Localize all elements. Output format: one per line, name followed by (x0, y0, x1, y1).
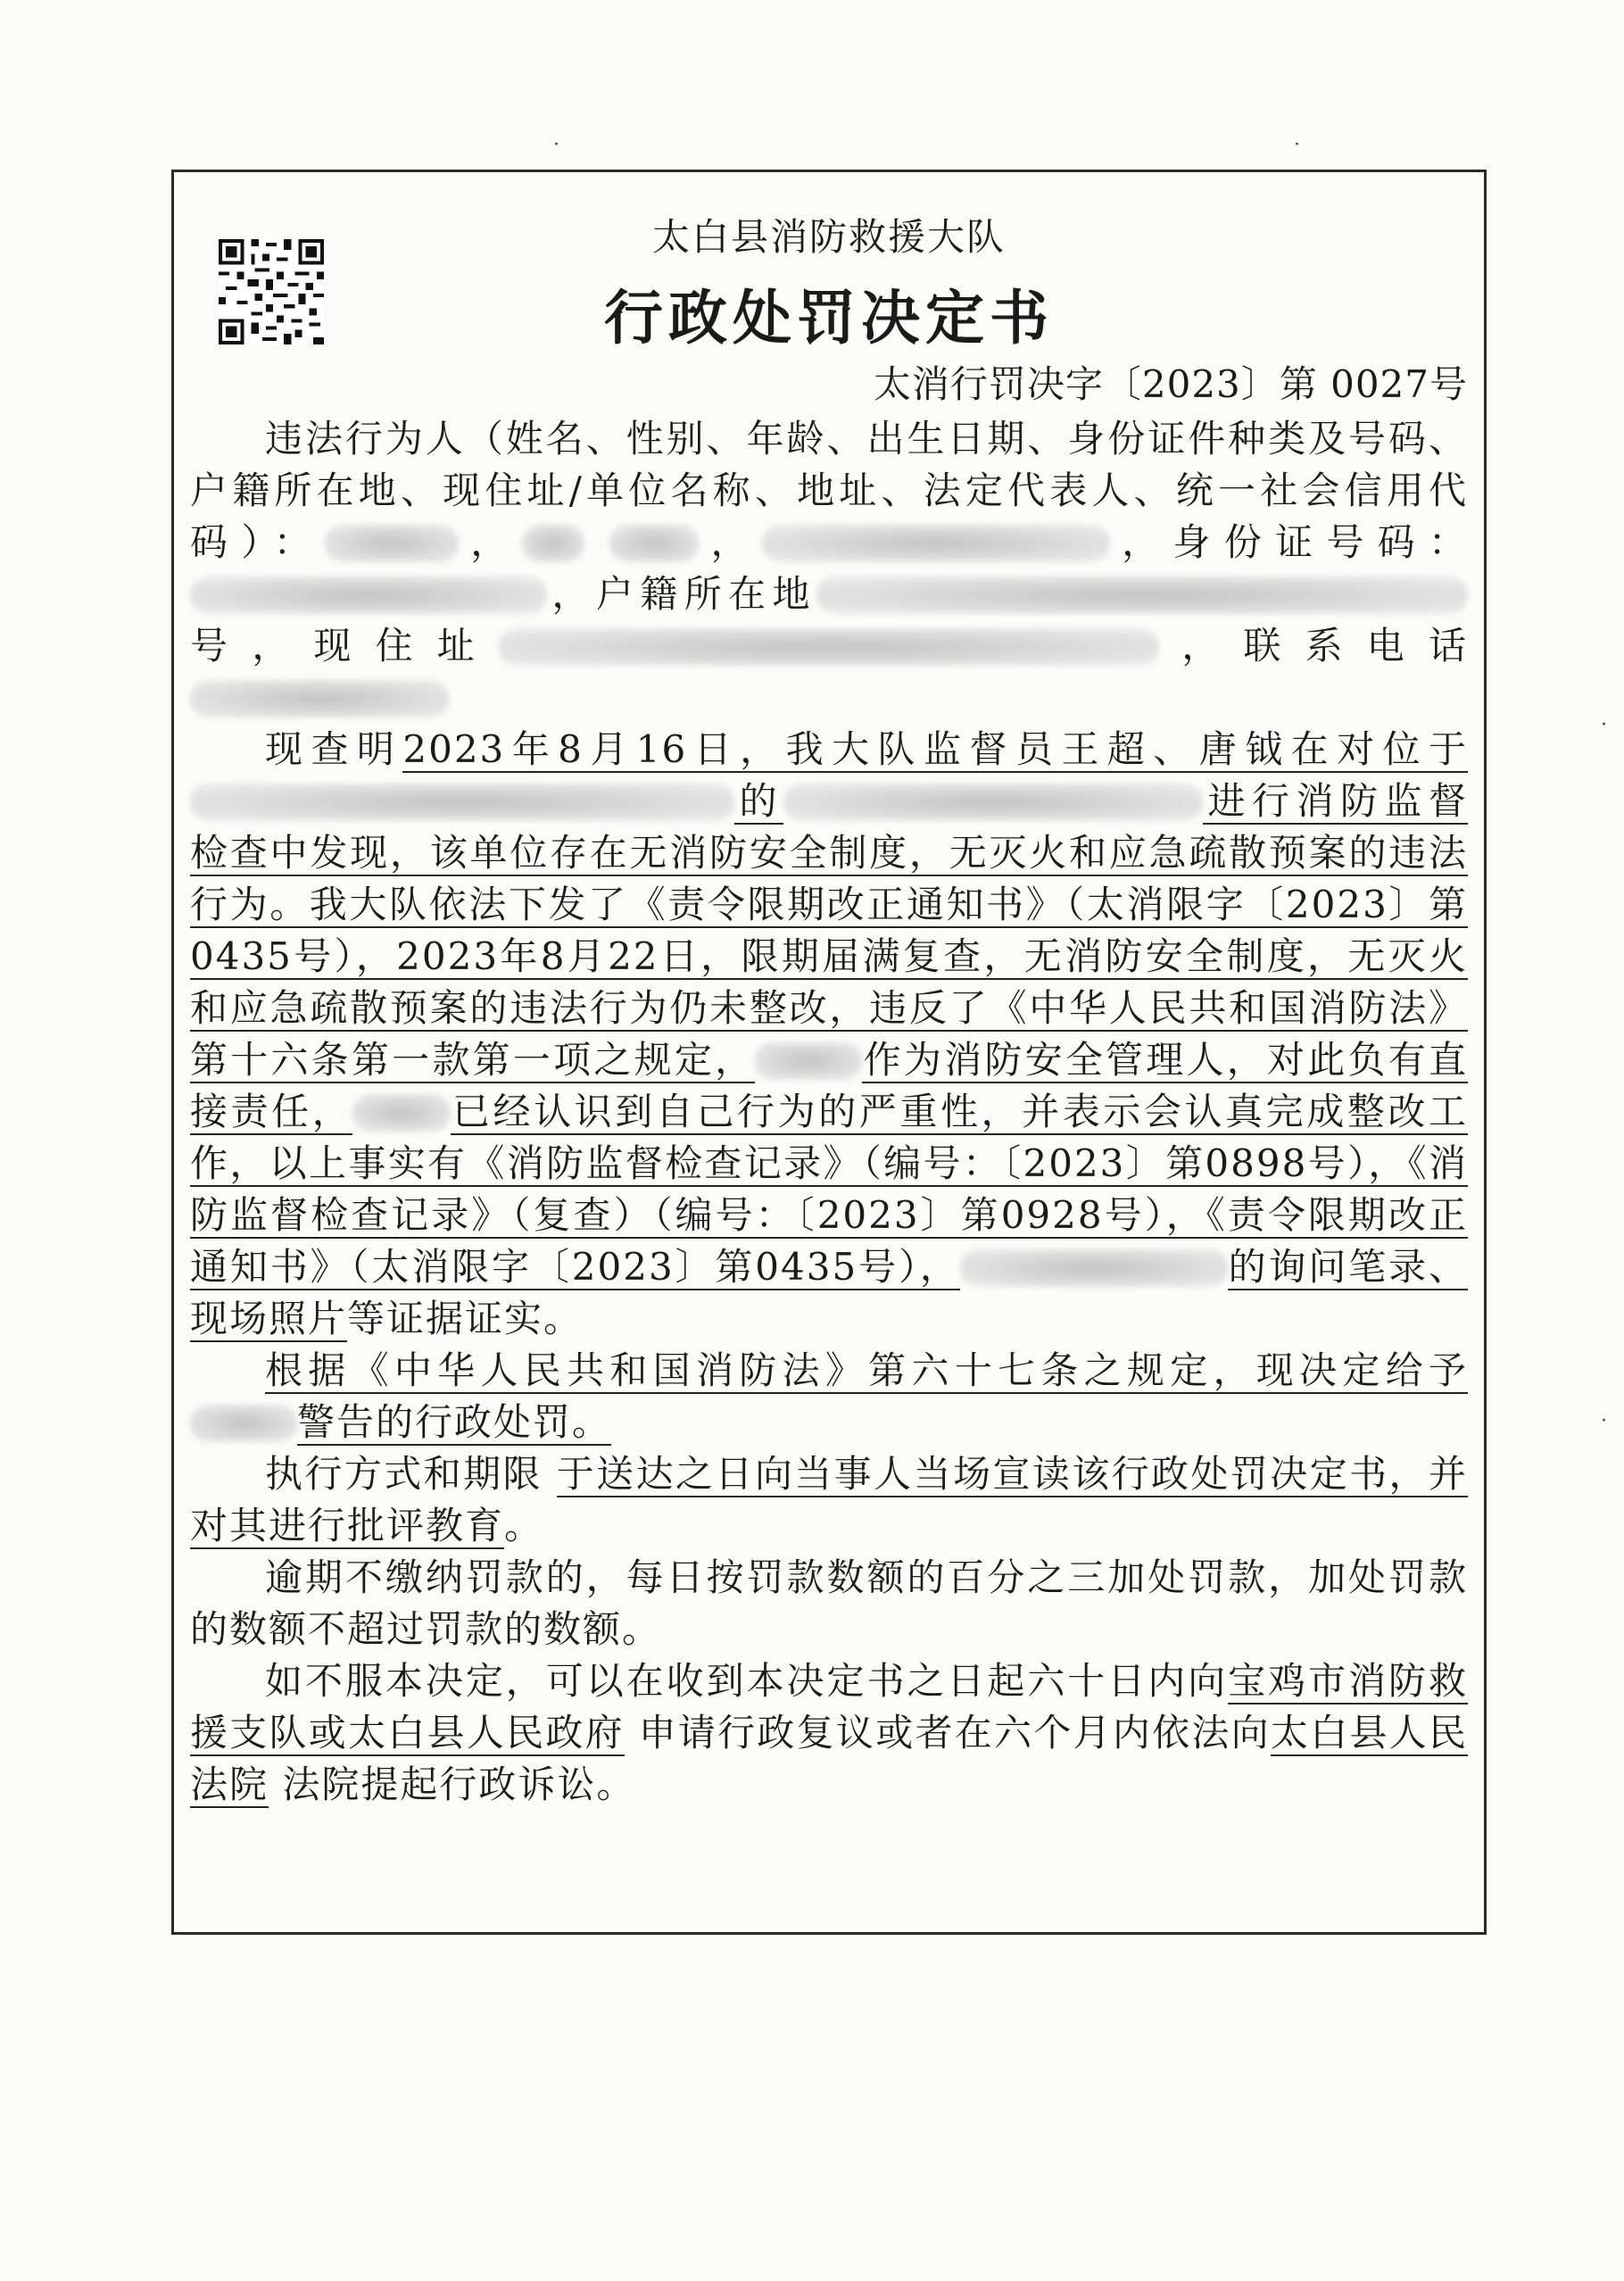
facts-lead: 现查明 (265, 727, 403, 771)
decision-text: 警告的行政处罚。 (297, 1400, 612, 1444)
separator: ， (547, 572, 596, 616)
decision-text: 根据《中华人民共和国消防法》第六十七条之规定，现决定给予 (265, 1348, 1468, 1392)
late-payment-text: 逾期不缴纳罚款的，每日按罚款数额的百分之三加处罚款，加处罚款的数额不超过罚款的数额。 (190, 1555, 1468, 1651)
id-label: 身份证号码： (1172, 520, 1468, 564)
late-payment-paragraph (190, 1552, 1468, 1655)
party-intro: 违法行为人（姓名、性别、年龄、出生日期、身份证件种类及号码、户籍所在地、现住址/单位名称、地址、法定代表人、统一社会信用代码）： (190, 417, 1468, 564)
facts-text: 进行消防监督检查中发现，该单位存在无消防安全制度，无灭火和应急疏散预案的违法行为。我大队依法下发了《责令限期改正通知书》（太消限字〔2023〕第0435号），2023年8月22日，限期届满复查，无消防安全制度，无灭火和应急疏散预案的违法行为仍未整改，违反了《中华人民共和国消防法》第十六条第一款第一项之规定， (190, 779, 1468, 1082)
execution-paragraph (190, 1448, 1468, 1552)
party-paragraph (190, 413, 1468, 724)
scan-mark: · (553, 134, 559, 156)
facts-paragraph (190, 724, 1468, 1345)
agency-name: 太白县消防救援大队 (651, 215, 1006, 259)
facts-text: 等证据证实。 (347, 1297, 584, 1340)
document-frame (171, 170, 1487, 1935)
execution-text: 于送达之日向当事人当场宣读该行政处罚决定书，并对其进行批评教育 (190, 1452, 1468, 1547)
redacted-field (755, 1042, 862, 1080)
document-body (190, 413, 1468, 1811)
address-label: 号，现住址 (190, 624, 499, 668)
facts-text: 的询问笔录、现场照片 (190, 1245, 1468, 1340)
execution-label: 执行方式和期限 (265, 1452, 543, 1496)
scan-mark: · (1294, 134, 1300, 156)
redacted-field (783, 784, 1203, 821)
facts-text: 的 (734, 779, 783, 823)
redacted-field (762, 525, 1110, 562)
appeal-text: 如不服本决定，可以在收到本决定书之日起六十日内向 (265, 1659, 1229, 1703)
court-name: 太白县人民法院 (190, 1711, 1468, 1806)
redacted-field (325, 525, 459, 562)
redacted-field (190, 1405, 297, 1442)
decision-paragraph (190, 1345, 1468, 1448)
appeal-text: 法院提起行政诉讼。 (282, 1763, 636, 1806)
separator: ， (1109, 520, 1173, 564)
redacted-field (522, 525, 584, 562)
separator: ， (699, 520, 762, 564)
redacted-field (960, 1249, 1228, 1287)
redacted-field (609, 525, 699, 562)
redacted-field (352, 1094, 451, 1132)
document-number: 太消行罚决字〔2023〕第 0027号 (873, 362, 1468, 406)
scan-mark: · (1601, 1410, 1607, 1432)
facts-text: 已经认识到自己行为的严重性，并表示会认真完成整改工作，以上事实有《消防监督检查记录》（编号：〔2023〕第0898号），《消防监督检查记录》（复查）（编号：〔2023〕第0928号），《责令限期改正通知书》（太消限字〔2023〕第0435号）， (190, 1090, 1468, 1289)
redacted-field (190, 784, 734, 821)
redacted-field (499, 628, 1159, 666)
household-label: 户籍所在地 (595, 572, 816, 616)
execution-end: 。 (504, 1504, 544, 1547)
facts-text: 2023年8月16日，我大队监督员王超、唐钺在对位于 (402, 727, 1468, 771)
facts-text: 作为消防安全管理人，对此负有直接责任， (190, 1038, 1468, 1133)
redacted-field (190, 576, 547, 614)
scan-mark: · (1601, 714, 1607, 736)
redacted-field (816, 576, 1468, 614)
appeal-text: 申请行政复议或者在六个月内依法向 (638, 1711, 1271, 1754)
phone-label: ，联系电话 (1159, 624, 1468, 668)
appeal-body: 宝鸡市消防救援支队或太白县人民政府 (190, 1659, 1468, 1754)
appeal-paragraph (190, 1655, 1468, 1811)
separator: ， (458, 520, 522, 564)
redacted-field (190, 680, 449, 717)
document-title: 行政处罚决定书 (604, 283, 1054, 353)
